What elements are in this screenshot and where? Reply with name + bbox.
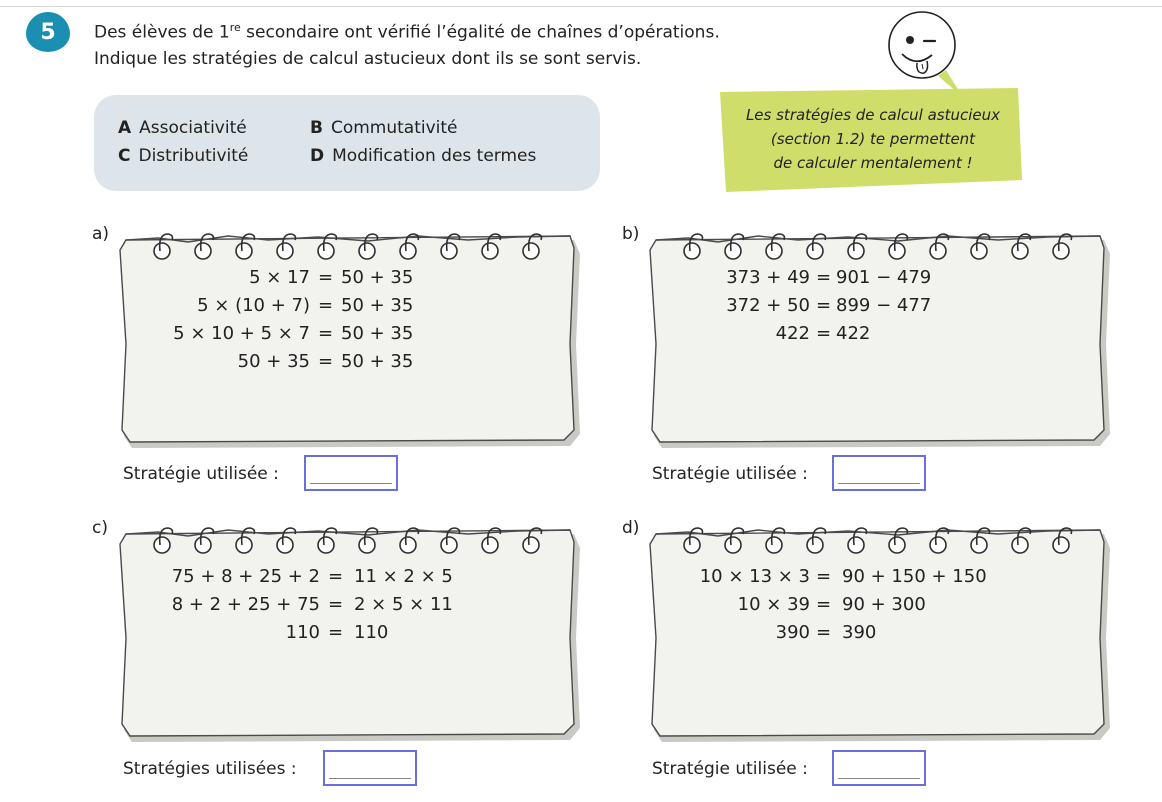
part-b-line-1-rhs: 901 − 479 [836,267,932,288]
part-c-line-1-eq: = [328,566,344,587]
part-a-line-4-eq: = [318,351,334,372]
part-b-line-1-lhs: 373 + 49 [726,267,810,288]
top-divider [0,6,1162,7]
tip-line-2: (section 1.2) te permettent [770,130,976,148]
part-c-answer-field[interactable] [323,750,417,786]
part-c-line-3-rhs: 110 [354,622,389,643]
part-c-letter: c) [92,518,108,538]
part-a-line-1-lhs: 5 × 17 [249,267,310,288]
part-a-line-2-rhs: 50 + 35 [341,295,414,316]
part-a-strategy-label: Stratégie utilisée : [123,464,279,484]
part-b-strategy-label: Stratégie utilisée : [652,464,808,484]
instruction-line-1 [94,21,720,43]
part-a-line-2-lhs: 5 × (10 + 7) [197,295,310,316]
part-d-line-3-eq: = [816,622,832,643]
winking-smiley-icon [886,8,966,98]
part-d-line-2-rhs: 90 + 300 [842,594,926,615]
part-d-answer-field[interactable] [832,750,926,786]
part-b-answer-field[interactable] [832,455,926,491]
part-b-letter: b) [622,224,640,244]
part-c-line-3-eq: = [328,622,344,643]
part-c-line-2-eq: = [328,594,344,615]
strategy-c: C Distributivité [118,146,249,166]
part-c-strategy-label: Stratégies utilisées : [123,759,297,779]
part-a-line-1-rhs: 50 + 35 [341,267,414,288]
part-c-line-1-rhs: 11 × 2 × 5 [354,566,453,587]
part-a-line-3-eq: = [318,323,334,344]
part-b-line-2-rhs: 899 − 477 [836,295,932,316]
part-b-line-1-eq: = [816,267,832,288]
part-b-line-3-rhs: 422 [836,323,871,344]
part-d-line-2-lhs: 10 × 39 [737,594,810,615]
part-a-line-4-lhs: 50 + 35 [237,351,310,372]
instruction-text-a: Des élèves de 1 [94,22,230,43]
part-d-line-2-eq: = [816,594,832,615]
part-d-line-1-eq: = [816,566,832,587]
part-b-line-2-lhs: 372 + 50 [726,295,810,316]
part-b-line-3-eq: = [816,323,832,344]
part-a-answer-field[interactable] [304,455,398,491]
instruction-superscript: re [229,21,241,34]
part-d-letter: d) [622,518,640,538]
strategy-d: D Modification des termes [310,146,537,166]
part-c-line-2-lhs: 8 + 2 + 25 + 75 [171,594,320,615]
part-d-strategy-label: Stratégie utilisée : [652,759,808,779]
part-d-line-1-rhs: 90 + 150 + 150 [842,566,987,587]
part-d-line-1-lhs: 10 × 13 × 3 [699,566,810,587]
instruction-line-2: Indique les stratégies de calcul astucieux dont ils se sont servis. [94,49,642,69]
tip-line-3: de calculer mentalement ! [773,154,973,172]
part-a-line-1-eq: = [318,267,334,288]
tip-line-1: Les stratégies de calcul astucieux [745,106,1001,124]
part-c-line-3-lhs: 110 [285,622,320,643]
part-d-line-3-rhs: 390 [842,622,877,643]
exercise-number-badge: 5 [26,12,70,52]
strategy-list-box [94,95,600,191]
part-b-line-3-lhs: 422 [775,323,810,344]
part-a-line-3-rhs: 50 + 35 [341,323,414,344]
part-c-line-1-lhs: 75 + 8 + 25 + 2 [171,566,320,587]
part-a-line-4-rhs: 50 + 35 [341,351,414,372]
strategy-b: B Commutativité [310,118,458,138]
part-a-line-2-eq: = [318,295,334,316]
part-a-letter: a) [92,224,110,244]
part-c-line-2-rhs: 2 × 5 × 11 [354,594,453,615]
strategy-a: A Associativité [118,118,247,138]
part-d-line-3-lhs: 390 [775,622,810,643]
part-a-line-3-lhs: 5 × 10 + 5 × 7 [173,323,310,344]
instruction-text-b: secondaire ont vérifié l’égalité de chaînes d’opérations. [240,22,720,43]
part-b-line-2-eq: = [816,295,832,316]
